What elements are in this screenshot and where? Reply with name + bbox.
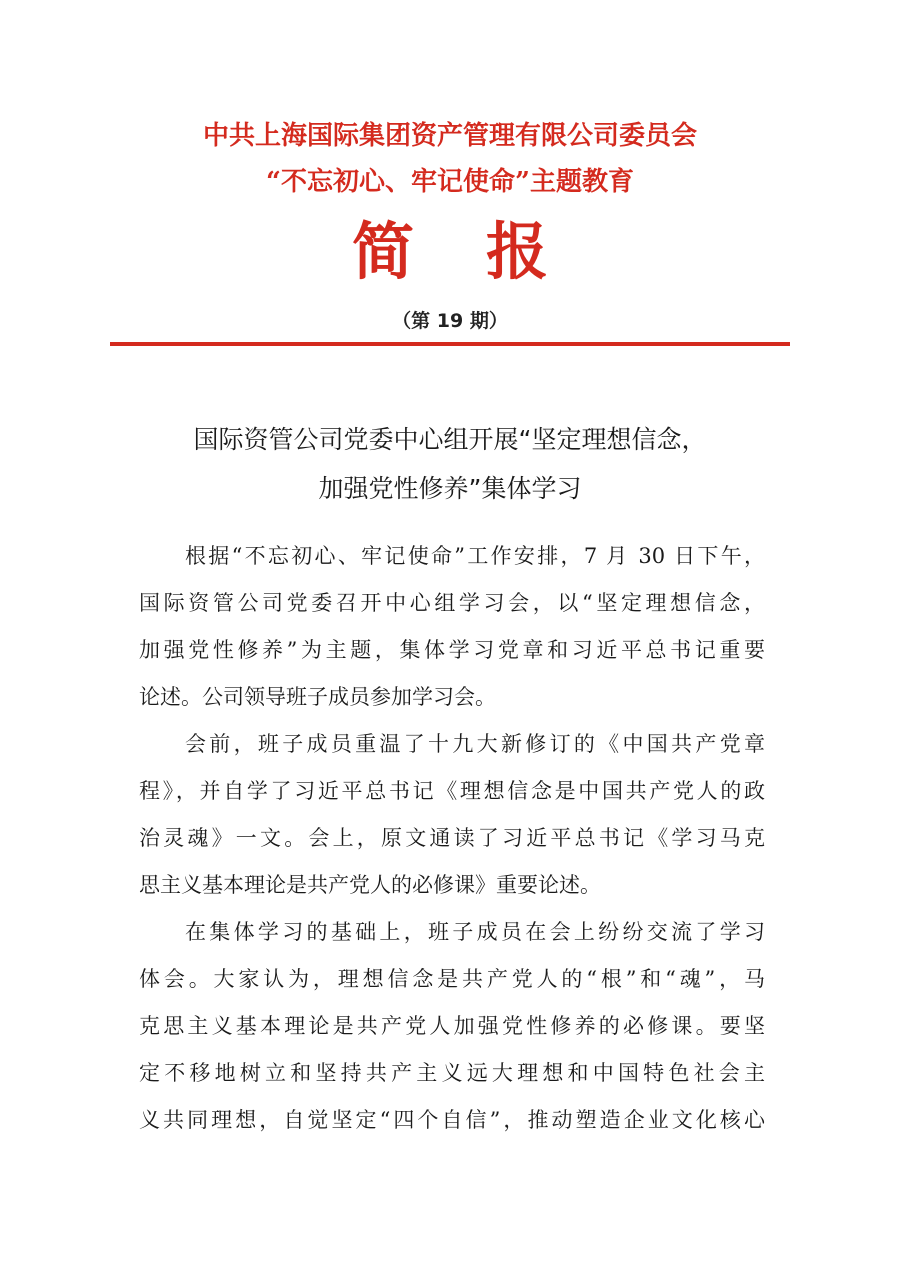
body-text-line: 会前，班子成员重温了十九大新修订的《中国共产党章 xyxy=(185,732,765,756)
organization-name: 中共上海国际集团资产管理有限公司委员会 xyxy=(202,121,697,151)
header-divider xyxy=(110,342,790,346)
body-text-line: 定不移地树立和坚持共产主义远大理想和中国特色社会主 xyxy=(139,1061,765,1085)
body-text-line: 治灵魂》一文。会上，原文通读了习近平总书记《学习马克 xyxy=(139,826,765,850)
body-text-line: 程》，并自学了习近平总书记《理想信念是中国共产党人的政 xyxy=(139,779,765,803)
bulletin-title xyxy=(0,212,900,292)
body-text-line: 体会。大家认为，理想信念是共产党人的“根”和“魂”，马 xyxy=(139,967,765,991)
article-title-line: 加强党性修养”集体学习 xyxy=(318,474,582,503)
body-text-line: 国际资管公司党委召开中心组学习会，以“坚定理想信念， xyxy=(139,591,765,615)
bulletin-title-char: 报 xyxy=(486,215,549,288)
bulletin-title-char: 简 xyxy=(352,215,415,288)
body-text-line: 克思主义基本理论是共产党人加强党性修养的必修课。要坚 xyxy=(139,1014,765,1038)
body-text-line: 加强党性修养”为主题，集体学习党章和习近平总书记重要 xyxy=(139,638,765,662)
body-text-line: 根据“不忘初心、牢记使命”工作安排，7 月 30 日下午， xyxy=(185,544,765,568)
issue-number: （第 19 期） xyxy=(392,310,508,332)
body-text-line: 义共同理想，自觉坚定“四个自信”，推动塑造企业文化核心 xyxy=(139,1108,765,1132)
education-theme: “不忘初心、牢记使命”主题教育 xyxy=(266,167,634,197)
body-text-line: 思主义基本理论是共产党人的必修课》重要论述。 xyxy=(139,873,601,897)
body-text-line: 在集体学习的基础上，班子成员在会上纷纷交流了学习 xyxy=(185,920,765,944)
article-title-line: 国际资管公司党委中心组开展“坚定理想信念， xyxy=(193,425,707,454)
body-text-line: 论述。公司领导班子成员参加学习会。 xyxy=(139,685,496,709)
